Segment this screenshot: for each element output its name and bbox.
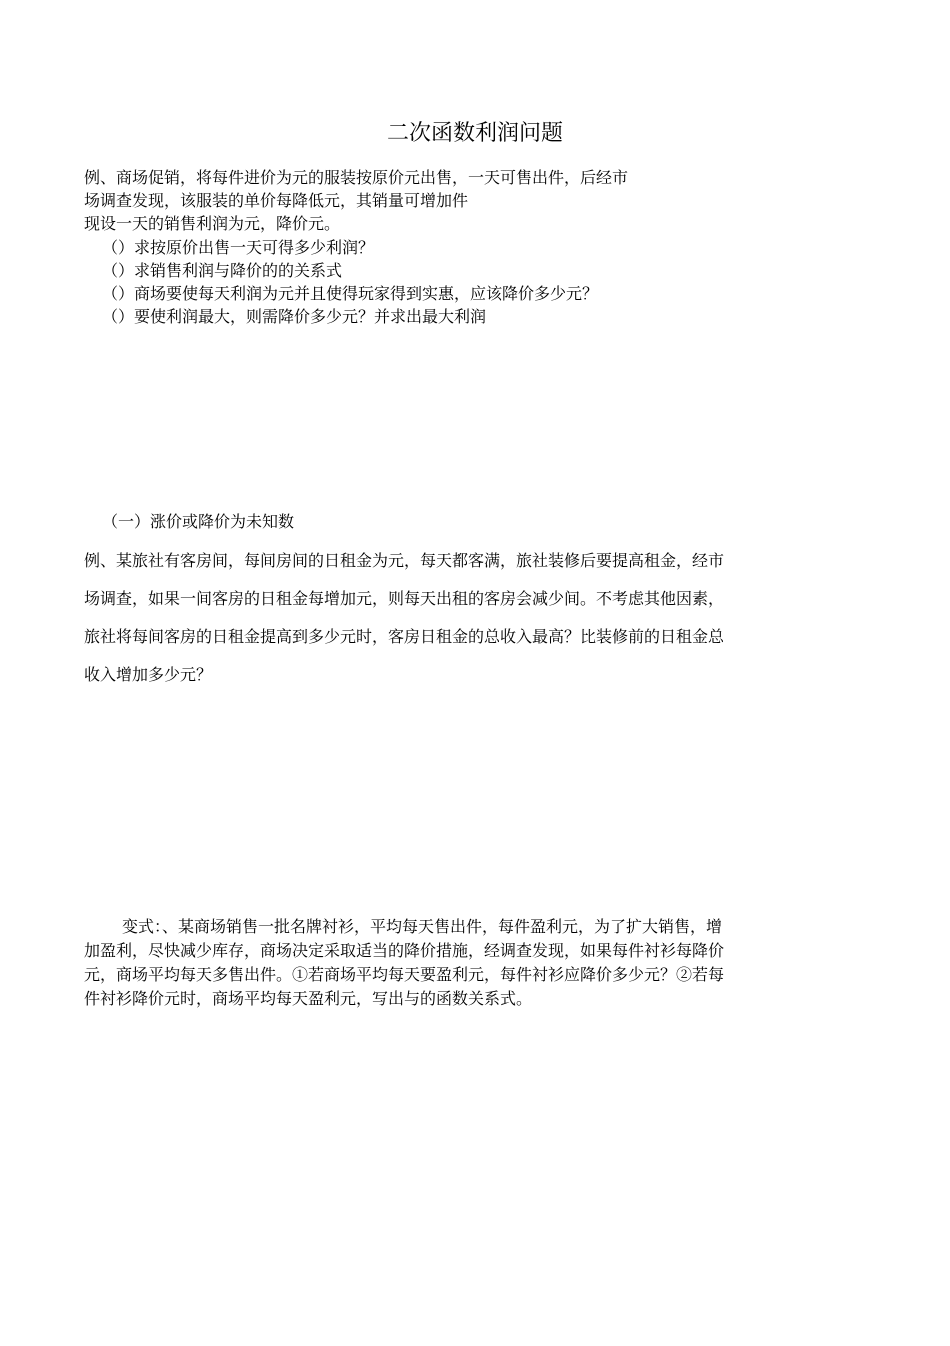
variant-line: 加盈利，尽快减少库存，商场决定采取适当的降价措施，经调查发现，如果每件衬衫每降价 [84, 941, 725, 960]
page-title: 二次函数利润问题 [386, 121, 563, 146]
question-item: （）商场要使每天利润为元并且使得玩家得到实惠，应该降价多少元？ [102, 284, 599, 303]
section-heading: （一）涨价或降价为未知数 [102, 512, 295, 531]
example1-paragraph [84, 166, 884, 235]
example2-line: 例、某旅社有客房间，每间房间的日租金为元，每天都客满，旅社装修后要提高租金，经市 [84, 551, 725, 570]
question-item: （）要使利润最大，则需降价多少元？并求出最大利润 [102, 307, 487, 326]
question-item: （）求销售利润与降价的的关系式 [102, 261, 343, 280]
example2-line: 旅社将每间客房的日租金提高到多少元时，客房日租金的总收入最高？比装修前的日租金总 [84, 627, 725, 646]
example2-line: 场调查，如果一间客房的日租金每增加元，则每天出租的客房会减少间。不考虑其他因素， [84, 589, 725, 608]
variant-paragraph [84, 915, 874, 1011]
example1-line: 场调查发现，该服装的单价每降低元，其销量可增加件 [84, 191, 469, 210]
question-item: （）求按原价出售一天可得多少利润？ [102, 238, 375, 257]
variant-line: 变式：、某商场销售一批名牌衬衫，平均每天售出件，每件盈利元，为了扩大销售，增 [122, 917, 723, 936]
example1-line: 例、商场促销，将每件进价为元的服装按原价元出售，一天可售出件，后经市 [84, 168, 629, 187]
example1-questions [102, 236, 598, 328]
example2-line: 收入增加多少元？ [84, 665, 213, 684]
variant-line: 元，商场平均每天多售出件。①若商场平均每天要盈利元，每件衬衫应降价多少元？②若每 [84, 965, 725, 984]
example2-paragraph [84, 546, 874, 698]
example1-line: 现设一天的销售利润为元，降价元。 [84, 214, 341, 233]
variant-line: 件衬衫降价元时，商场平均每天盈利元，写出与的函数关系式。 [84, 989, 533, 1008]
